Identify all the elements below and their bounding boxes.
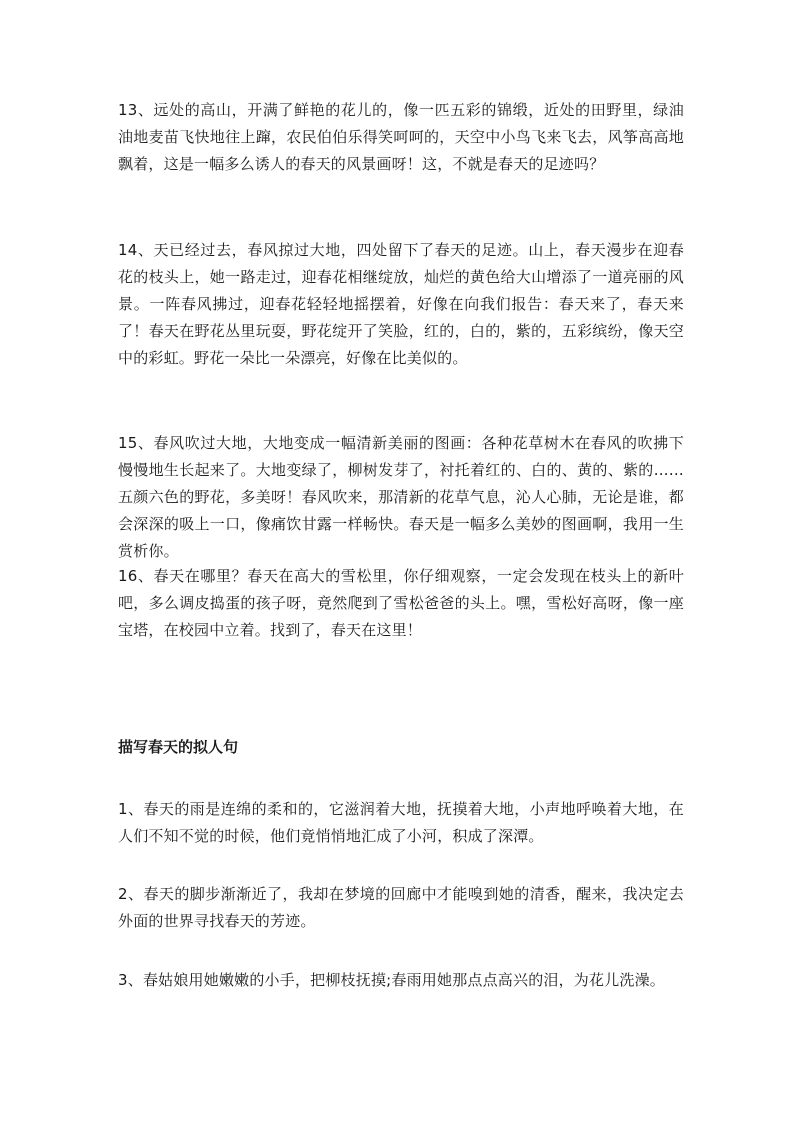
paragraph-16: 16、春天在哪里？春天在高大的雪松里，你仔细观察，一定会发现在枝头上的新叶吧，多么调皮捣蛋的孩子呀，竟然爬到了雪松爸爸的头上。嘿，雪松好高呀，像一座宝塔，在校园中立着。找到了，春天在这里！	[118, 567, 684, 639]
paragraph-15: 15、春风吹过大地，大地变成一幅清新美丽的图画：各种花草树木在春风的吹拂下慢慢地生长起来了。大地变绿了，柳树发芽了，衬托着红的、白的、黄的、紫的……五颜六色的野花，多美呀！春风吹来，那清新的花草气息，沁人心肺，无论是谁，都会深深的吸上一口，像痛饮甘露一样畅快。春天是一幅多么美妙的图画啊，我用一生赏析你。	[118, 434, 684, 560]
personification-2: 2、春天的脚步渐渐近了，我却在梦境的回廊中才能嗅到她的清香，醒来，我决定去外面的世界寻找春天的芳迹。	[118, 885, 684, 930]
personification-3: 3、春姑娘用她嫩嫩的小手，把柳枝抚摸;春雨用她那点点高兴的泪，为花儿洗澡。	[118, 971, 666, 989]
personification-1: 1、春天的雨是连绵的柔和的，它滋润着大地，抚摸着大地，小声地呼唤着大地，在人们不知不觉的时候，他们竟悄悄地汇成了小河，积成了深潭。	[118, 800, 684, 845]
paragraph-14: 14、天已经过去，春风掠过大地，四处留下了春天的足迹。山上，春天漫步在迎春花的枝头上，她一路走过，迎春花相继绽放，灿烂的黄色给大山增添了一道亮丽的风景。一阵春风拂过，迎春花轻轻地摇摆着，好像在向我们报告：春天来了，春天来了！春天在野花丛里玩耍，野花绽开了笑脸，红的，白的，紫的，五彩缤纷，像天空中的彩虹。野花一朵比一朵漂亮，好像在比美似的。	[118, 241, 684, 367]
paragraph-13: 13、远处的高山，开满了鲜艳的花儿的，像一匹五彩的锦缎，近处的田野里，绿油油地麦苗飞快地往上蹿，农民伯伯乐得笑呵呵的，天空中小鸟飞来飞去，风筝高高地飘着，这是一幅多么诱人的春天的风景画呀！这，不就是春天的足迹吗？	[118, 101, 684, 173]
section-heading: 描写春天的拟人句	[118, 738, 239, 756]
